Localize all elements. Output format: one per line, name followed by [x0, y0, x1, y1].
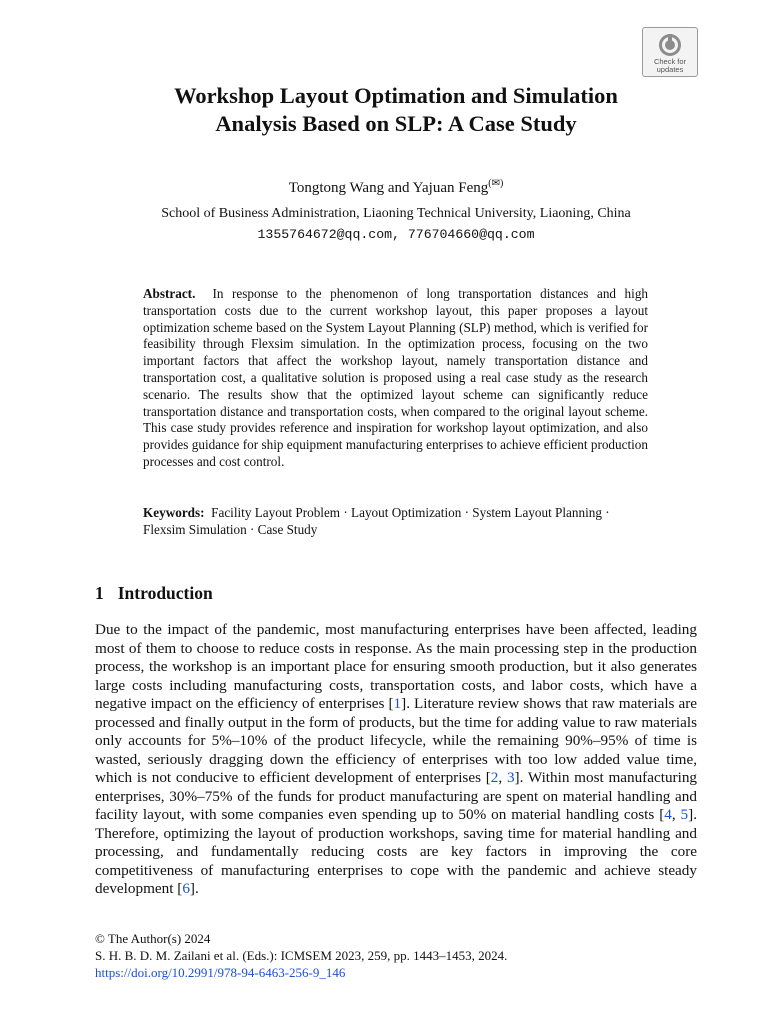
- citation-link-6[interactable]: 6: [182, 880, 190, 897]
- title-line-2: Analysis Based on SLP: A Case Study: [215, 111, 577, 136]
- section-title: Introduction: [117, 583, 213, 603]
- footer: [95, 930, 507, 981]
- author-emails[interactable]: 1355764672@qq.com, 776704660@qq.com: [257, 227, 535, 242]
- keywords-text: Facility Layout Problem · Layout Optimization · System Layout Planning · Flexsim Simulation · Case Study: [143, 505, 610, 537]
- check-for-updates-badge[interactable]: [642, 27, 698, 77]
- title-line-1: Workshop Layout Optimation and Simulation: [174, 83, 618, 108]
- citation-link-4[interactable]: 4: [664, 806, 672, 823]
- paper-title: [96, 82, 696, 138]
- badge-label-1: Check for: [653, 57, 687, 66]
- author-names: Tongtong Wang and Yajuan Feng: [288, 180, 489, 196]
- introduction-paragraph: [95, 621, 697, 899]
- badge-label-2: updates: [656, 65, 684, 74]
- citation-link-5[interactable]: 5: [680, 806, 689, 823]
- keywords: [143, 504, 648, 538]
- copyright-line: © The Author(s) 2024: [95, 931, 211, 946]
- abstract-label: Abstract.: [143, 286, 196, 301]
- keywords-label: Keywords:: [143, 505, 205, 520]
- abstract: [143, 286, 648, 471]
- body-text-5: ].: [189, 880, 199, 897]
- abstract-text: In response to the phenomenon of long transportation distances and high transportation costs due to the current workshop layout, this paper proposes a layout optimization scheme based on the System Layout Planning (SLP) method, which is verified for feasibility through Flexsim simulation. In the optimization process, focusing on the two important factors that affect the workshop layout, namely transportation distance and transportation cost, a qualitative solution is proposed using a real case study as the research scenario. The results show that the optimized layout scheme can significantly reduce transportation distance and transportation costs, when compared to the original layout scheme. This case study provides reference and inspiration for workshop layout optimization, and also provides guidance for ship equipment manufacturing enterprises to achieve efficient production processes and cost control.: [143, 286, 649, 469]
- citation-link-3[interactable]: 3: [506, 769, 515, 786]
- section-number: 1: [95, 583, 104, 603]
- corresponding-author-mark: (✉): [488, 178, 504, 189]
- body-text-3: ]. Within most manufacturing enterprises, 30%–75% of the funds for product manufacturing are spent on material handling and facility layout, with some companies even spending up to 50% on material handling costs [: [95, 769, 698, 823]
- citation-separator: ,: [671, 806, 681, 823]
- body-text-1: Due to the impact of the pandemic, most manufacturing enterprises have been affected, leading most of them to choose to reduce costs in response. As the main processing step in the production process, the workshop is an important place for ensuring smooth production, but it also generates large costs including manufacturing costs, transportation costs, and labor costs, which have a negative impact on the efficiency of enterprises [: [95, 621, 697, 712]
- citation-line: S. H. B. D. M. Zailani et al. (Eds.): ICMSEM 2023, 259, pp. 1443–1453, 2024.: [95, 948, 508, 963]
- citation-separator: ,: [498, 769, 507, 786]
- citation-link-2[interactable]: 2: [490, 769, 499, 786]
- author-line: [96, 174, 696, 198]
- affiliation: School of Business Administration, Liaoning Technical University, Liaoning, China: [161, 206, 631, 221]
- section-heading: [95, 582, 213, 604]
- citation-link-1[interactable]: 1: [393, 695, 402, 712]
- body-text-4: ]. Therefore, optimizing the layout of production workshops, saving time for material handling and processing, and fundamentally reducing costs are key factors in improving the core competitiveness of manufacturing enterprises to cope with the pandemic and achieve steady development [: [95, 806, 697, 897]
- body-text-2: ]. Literature review shows that raw materials are processed and finally output in the form of products, but the time for adding value to raw materials only accounts for 5%–10% of the product lifecycle, while the remaining 90%–95% of time is wasted, seriously dragging down the efficiency of enterprises with too low added value time, which is not conducive to efficient development of enterprises [: [95, 695, 697, 786]
- doi-link[interactable]: https://doi.org/10.2991/978-94-6463-256-9_146: [95, 965, 346, 980]
- refresh-icon: [657, 32, 683, 58]
